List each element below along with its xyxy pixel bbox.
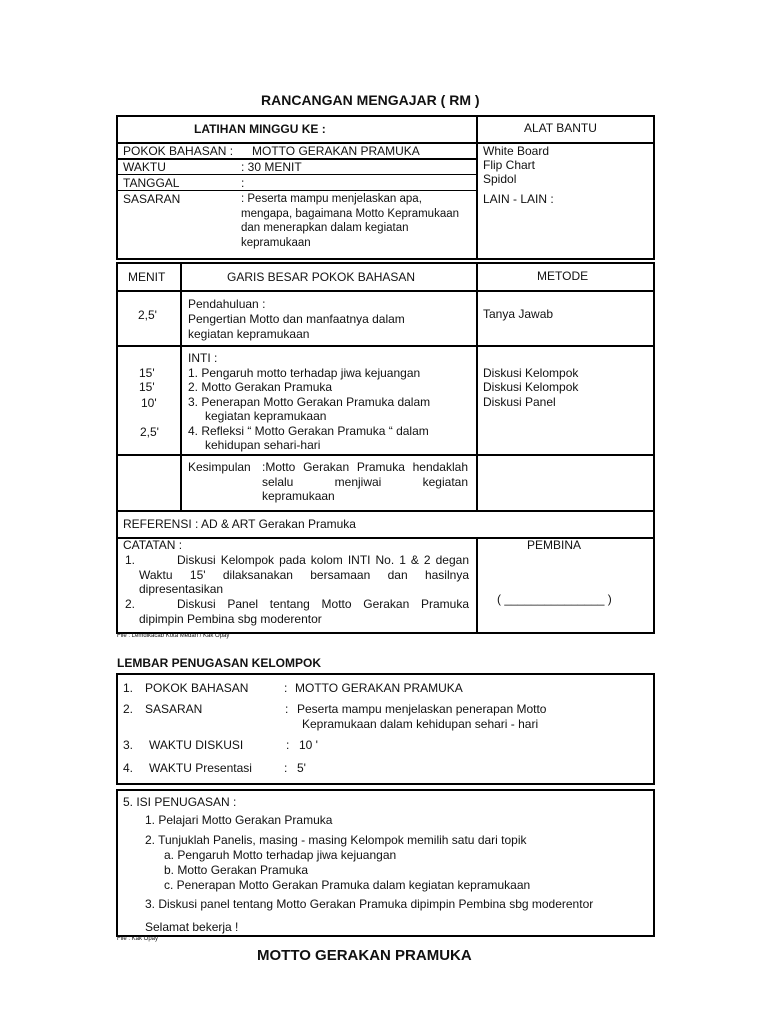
referensi: REFERENSI : AD & ART Gerakan Pramuka <box>123 517 356 531</box>
lembar-row-3-colon: : <box>286 738 290 752</box>
kesimpulan-label: Kesimpulan <box>188 460 251 474</box>
alat-item-flipchart: Flip Chart <box>483 158 536 172</box>
inti-menit-1: 15' <box>139 366 155 380</box>
isi-title: 5. ISI PENUGASAN : <box>123 795 237 809</box>
latihan-minggu-label: LATIHAN MINGGU KE : <box>194 122 326 136</box>
lembar-row-2-num: 2. <box>123 702 134 716</box>
inti-metode-2: Diskusi Kelompok <box>483 380 579 394</box>
sasaran-value: : Peserta mampu menjelaskan apa, mengapa, bagaimana Motto Kepramukaan dan menerapkan dalam kegiatan kepramukaan <box>241 193 460 249</box>
alat-item-spidol: Spidol <box>483 172 517 186</box>
inti-title: INTI : <box>188 351 218 365</box>
lembar-row-3-num: 3. <box>123 738 134 752</box>
pendahuluan-metode: Tanya Jawab <box>483 307 554 321</box>
lembar-row-3-label: WAKTU DISKUSI <box>149 738 244 752</box>
lembar-row-4-label: WAKTU Presentasi <box>149 761 252 775</box>
inti-menit-2: 15' <box>139 380 155 394</box>
pembina-title: PEMBINA <box>527 538 582 552</box>
lembar-row-2-label: SASARAN <box>145 702 203 716</box>
pendahuluan-title: Pendahuluan : <box>188 297 266 311</box>
alat-bantu-header: ALAT BANTU <box>524 121 597 135</box>
metode-header: METODE <box>537 269 589 283</box>
inti-item-3-cont: kegiatan kepramukaan <box>205 409 327 423</box>
file-note-lembar: File : Kak Opay <box>117 936 159 942</box>
garis-besar-header: GARIS BESAR POKOK BAHASAN <box>227 270 416 284</box>
lembar-row-1-colon: : <box>284 681 288 695</box>
inti-metode-1: Diskusi Kelompok <box>483 366 579 380</box>
inti-item-2: 2. Motto Gerakan Pramuka <box>188 380 333 394</box>
catatan-title: CATATAN : <box>123 538 183 552</box>
isi-closing: Selamat bekerja ! <box>145 920 239 934</box>
isi-item-2: 2. Tunjuklah Panelis, masing - masing Kelompok memilih satu dari topik <box>145 833 527 847</box>
lembar-row-4-num: 4. <box>123 761 134 775</box>
lembar-row-1-num: 1. <box>123 681 134 695</box>
inti-item-3: 3. Penerapan Motto Gerakan Pramuka dalam <box>188 395 431 409</box>
isi-item-1: 1. Pelajari Motto Gerakan Pramuka <box>145 813 333 827</box>
lembar-row-1-label: POKOK BAHASAN <box>145 681 249 695</box>
inti-menit-4: 2,5' <box>140 425 159 439</box>
pokok-bahasan-label: POKOK BAHASAN : <box>123 144 234 158</box>
pendahuluan-menit: 2,5' <box>138 308 157 322</box>
file-note-rm: File : Lemdikacab Kota Medan / Kak Opay <box>117 633 230 639</box>
catatan-text-1: Diskusi Kelompok pada kolom INTI No. 1 & 2 degan Waktu 15' dilaksanakan bersamaan dan hasilnya dipresentasikan <box>139 553 469 596</box>
isi-sub-b: b. Motto Gerakan Pramuka <box>164 863 309 877</box>
inti-item-4: 4. Refleksi “ Motto Gerakan Pramuka “ dalam <box>188 424 429 438</box>
isi-sub-c: c. Penerapan Motto Gerakan Pramuka dalam kegiatan kepramukaan <box>164 878 531 892</box>
lembar-row-2-value: Peserta mampu menjelaskan penerapan Motto <box>297 702 547 716</box>
catatan-num-1: 1. <box>125 553 136 567</box>
catatan-text-2: Diskusi Panel tentang Motto Gerakan Pramuka dipimpin Pembina sbg moderentor <box>139 597 469 626</box>
kesimpulan-value: :Motto Gerakan Pramuka hendaklah selalu menjiwai kegiatan kepramukaan <box>262 460 468 503</box>
menit-header: MENIT <box>128 270 166 284</box>
alat-item-whiteboard: White Board <box>483 144 550 158</box>
lembar-row-3-value: 10 ' <box>299 738 318 752</box>
waktu-label: WAKTU <box>123 160 166 174</box>
pembina-signature-line: ( _______________ ) <box>497 592 612 606</box>
lembar-row-4-value: 5' <box>297 761 306 775</box>
inti-menit-3: 10' <box>141 396 157 410</box>
sasaran-label: SASARAN <box>123 192 181 206</box>
lembar-row-2-colon: : <box>285 702 289 716</box>
tanggal-value: : <box>241 176 245 190</box>
lembar-row-4-colon: : <box>284 761 288 775</box>
isi-item-3: 3. Diskusi panel tentang Motto Gerakan Pramuka dipimpin Pembina sbg moderentor <box>145 897 594 911</box>
inti-item-1: 1. Pengaruh motto terhadap jiwa kejuangan <box>188 366 421 380</box>
isi-sub-a: a. Pengaruh Motto terhadap jiwa kejuangan <box>164 848 397 862</box>
page-title: RANCANGAN MENGAJAR ( RM ) <box>261 92 480 108</box>
lembar-row-1-value: MOTTO GERAKAN PRAMUKA <box>295 681 463 695</box>
lain-lain-label: LAIN - LAIN : <box>483 192 554 206</box>
inti-item-4-cont: kehidupan sehari-hari <box>205 438 321 452</box>
footer-title: MOTTO GERAKAN PRAMUKA <box>257 947 472 964</box>
waktu-value: : 30 MENIT <box>241 160 302 174</box>
pokok-bahasan-value: MOTTO GERAKAN PRAMUKA <box>252 144 420 158</box>
tanggal-label: TANGGAL <box>123 176 180 190</box>
pendahuluan-text: Pengertian Motto dan manfaatnya dalam kegiatan kepramukaan <box>188 312 405 341</box>
catatan-num-2: 2. <box>125 597 136 611</box>
lembar-row-2-value-cont: Kepramukaan dalam kehidupan sehari - hari <box>302 717 539 731</box>
lembar-title: LEMBAR PENUGASAN KELOMPOK <box>117 656 322 670</box>
inti-metode-3: Diskusi Panel <box>483 395 556 409</box>
